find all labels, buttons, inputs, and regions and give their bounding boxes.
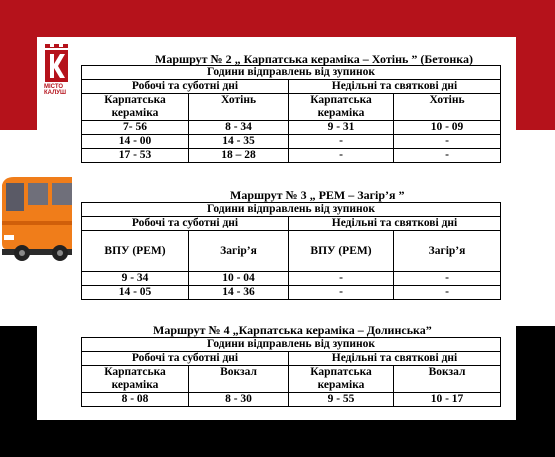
time-cell: -: [289, 286, 394, 300]
time-cell: 8 - 08: [82, 393, 189, 407]
stop-name: Загір’я: [394, 231, 501, 272]
time-cell: 14 - 35: [189, 135, 289, 149]
weekend-header: Недільні та святкові дні: [289, 80, 501, 94]
time-cell: 10 - 04: [189, 272, 289, 286]
table-row: [82, 272, 501, 286]
stop-name: ВПУ (РЕМ): [82, 231, 189, 272]
stop-name: Вокзал: [394, 366, 501, 393]
time-cell: 14 - 00: [82, 135, 189, 149]
weekday-header: Робочі та суботні дні: [82, 217, 289, 231]
stop-name: Карпатська кераміка: [289, 94, 394, 121]
route-4-table: [81, 337, 501, 407]
stop-name: Хотінь: [394, 94, 501, 121]
time-cell: 9 - 31: [289, 121, 394, 135]
time-cell: -: [394, 286, 501, 300]
weekend-header: Недільні та святкові дні: [289, 217, 501, 231]
stop-name: Карпатська кераміка: [289, 366, 394, 393]
time-cell: 10 - 17: [394, 393, 501, 407]
time-cell: -: [394, 272, 501, 286]
time-cell: 14 - 05: [82, 286, 189, 300]
time-cell: 9 - 55: [289, 393, 394, 407]
time-cell: 10 - 09: [394, 121, 501, 135]
weekend-header: Недільні та святкові дні: [289, 352, 501, 366]
time-cell: 14 - 36: [189, 286, 289, 300]
time-cell: 18 – 28: [189, 149, 289, 163]
time-cell: 9 - 34: [82, 272, 189, 286]
stop-name: Хотінь: [189, 94, 289, 121]
route-4-title: Маршрут № 4 „Карпатська кераміка – Долинська”: [153, 323, 432, 337]
time-cell: 8 - 30: [189, 393, 289, 407]
time-cell: 8 - 34: [189, 121, 289, 135]
route-2-table: [81, 65, 501, 163]
table-row: [82, 149, 501, 163]
weekday-header: Робочі та суботні дні: [82, 80, 289, 94]
time-cell: -: [289, 149, 394, 163]
table-header: Години відправлень від зупинок: [82, 66, 501, 80]
bus-icon: [0, 175, 76, 267]
table-header: Години відправлень від зупинок: [82, 338, 501, 352]
table-header: Години відправлень від зупинок: [82, 203, 501, 217]
time-cell: -: [289, 135, 394, 149]
table-row: [82, 135, 501, 149]
table-row: [82, 286, 501, 300]
time-cell: -: [394, 135, 501, 149]
table-row: [82, 393, 501, 407]
stop-name: Вокзал: [189, 366, 289, 393]
time-cell: -: [289, 272, 394, 286]
route-3-title: Маршрут № 3 „ РЕМ – Загір’я ”: [230, 188, 405, 202]
stop-name: ВПУ (РЕМ): [289, 231, 394, 272]
weekday-header: Робочі та суботні дні: [82, 352, 289, 366]
time-cell: 17 - 53: [82, 149, 189, 163]
route-3-table: [81, 202, 501, 300]
stop-name: Карпатська кераміка: [82, 94, 189, 121]
logo-caption: МІСТО КАЛУШ: [44, 84, 67, 96]
time-cell: -: [394, 149, 501, 163]
stop-name: Карпатська кераміка: [82, 366, 189, 393]
route-2-title: Маршрут № 2 „ Карпатська кераміка – Хотінь ” (Бетонка): [155, 52, 473, 66]
table-row: [82, 121, 501, 135]
time-cell: 7- 56: [82, 121, 189, 135]
stop-name: Загір’я: [189, 231, 289, 272]
